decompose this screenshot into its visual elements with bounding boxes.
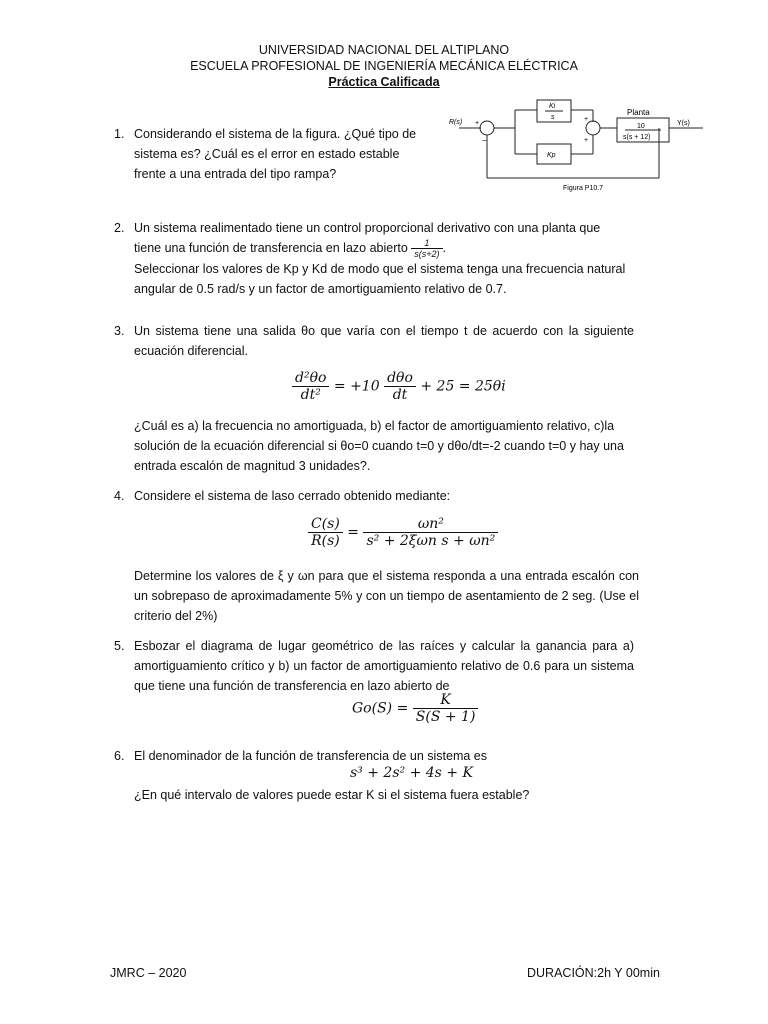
transfer-function: $\frac{1}{s(s+2)}$ [411, 238, 442, 259]
ki-numerator: Ki [549, 103, 556, 110]
question-number: 1. [114, 127, 125, 141]
question-number: 5. [114, 639, 125, 653]
question-number: 3. [114, 324, 125, 338]
closed-loop-equation: $\frac{C(s)}{R(s)}$ = $\frac{\text{ωn²}}{\text{s² + 2ξωn s + ωn²}}$ [308, 516, 498, 549]
characteristic-polynomial: s³ + 2s² + 4s + K [350, 765, 473, 781]
question-text: El denominador de la función de transferencia de un sistema es [134, 749, 487, 763]
footer-author: JMRC – 2020 [110, 966, 187, 980]
question-5 [114, 636, 634, 696]
question-6-followup [134, 785, 634, 805]
question-text: Considerando el sistema de la figura. ¿Qué tipo de sistema es? ¿Cuál es el error en estado estable frente a una entrada del tipo rampa? [134, 127, 417, 181]
differential-equation: $\frac{\text{d²θo}}{\text{dt²}}$ = +10 $\frac{\text{dθo}}{dt}$ + 25 = 25θi [292, 370, 506, 403]
sum1-plus: + [475, 120, 480, 127]
university-name: UNIVERSIDAD NACIONAL DEL ALTIPLANO [258, 43, 510, 57]
plant-label: Planta [627, 108, 650, 117]
question-line: angular de 0.5 rad/s y un factor de amortiguamiento relativo de 0.7. [134, 282, 507, 297]
block-diagram-figure [445, 98, 715, 194]
input-label: R(s) [449, 119, 463, 126]
document-header [0, 42, 768, 90]
question-text: Determine los valores de ξ y ωn para que el sistema responda a una entrada escalón con un sobrepaso de aproximadamente 5% y con un tiempo de asentamiento de 2 seg. (Use el criterio del 2%) [134, 569, 639, 623]
question-text: ¿En qué intervalo de valores puede estar K si el sistema fuera estable? [134, 788, 530, 802]
plant-denominator: s(s + 12) [623, 134, 651, 141]
question-line: tiene una función de transferencia en lazo abierto $\frac{1}{s(s+2)}$ . [134, 238, 447, 260]
kp-label: Kp [547, 152, 556, 159]
sum2-plus-top: + [584, 116, 589, 123]
question-4 [114, 486, 634, 506]
footer-duration: DURACIÓN:2h Y 00min [527, 966, 660, 980]
question-number: 2. [114, 221, 125, 235]
question-3-followup [134, 416, 634, 476]
question-line: Un sistema realimentado tiene un control proporcional derivativo con una planta que [134, 221, 601, 235]
figure-caption: Figura P10.7 [563, 185, 604, 192]
open-loop-transfer-function: Go(S) = $\frac{K}{S(S + 1)}$ [352, 692, 478, 725]
ki-denominator: s [551, 114, 555, 121]
question-text: Esbozar el diagrama de lugar geométrico de las raíces y calcular la ganancia para a) amortiguamiento crítico y b) un factor de amortiguamiento relativo de 0.6 para un sistema que tiene una función de transferencia en lazo abierto de [134, 639, 634, 693]
school-name: ESCUELA PROFESIONAL DE INGENIERÍA MECÁNICA ELÉCTRICA [190, 59, 578, 73]
plant-numerator: 10 [637, 123, 645, 130]
question-3 [114, 321, 634, 361]
question-text: Considere el sistema de laso cerrado obtenido mediante: [134, 489, 451, 503]
question-1 [114, 124, 420, 184]
question-2 [114, 218, 634, 299]
document-title: Práctica Calificada [328, 75, 440, 89]
question-number: 4. [114, 489, 125, 503]
question-text: Un sistema tiene una salida θo que varía con el tiempo t de acuerdo con la siguiente ecuación diferencial. [134, 324, 634, 358]
output-label: Y(s) [677, 120, 690, 127]
question-number: 6. [114, 749, 125, 763]
question-4-followup [134, 566, 639, 626]
sum1-minus: − [482, 136, 487, 145]
sum2-plus-bottom: + [584, 137, 589, 144]
question-line: Seleccionar los valores de Kp y Kd de modo que el sistema tenga una frecuencia natural [134, 262, 626, 277]
question-text: ¿Cuál es a) la frecuencia no amortiguada, b) el factor de amortiguamiento relativo, c)la solución de la ecuación diferencial si θo=0 cuando t=0 y dθo/dt=-2 cuando t=0 y hay una entrada escalón de magnitud 3 unidades?. [134, 419, 624, 473]
question-6 [114, 746, 634, 766]
